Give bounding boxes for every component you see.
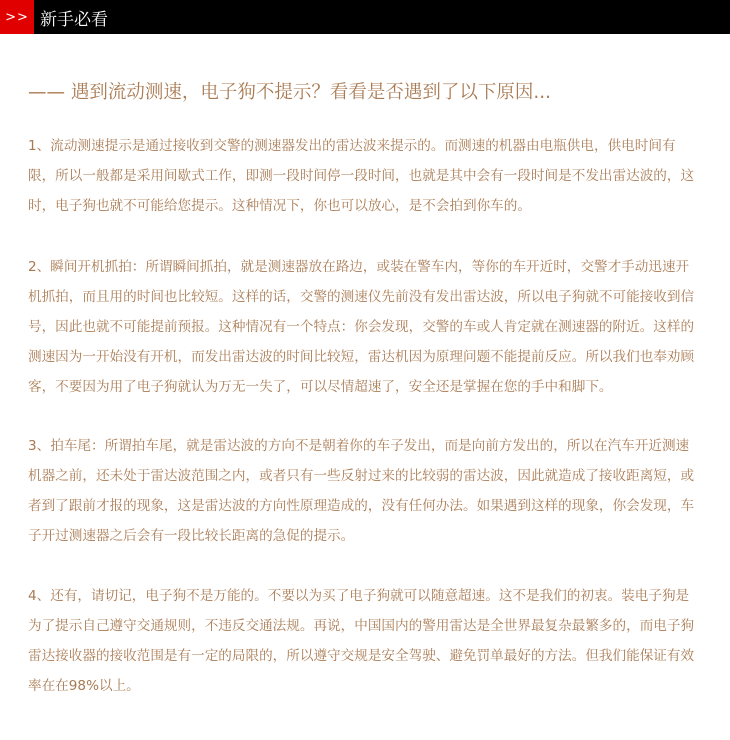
paragraph-4: 4、还有，请切记，电子狗不是万能的。不要以为买了电子狗就可以随意超速。这不是我们的初衷。装电子狗是为了提示自己遵守交通规则，不违反交通法规。再说，中国国内的警用雷达是全世界最复杂最繁多的，而电子狗雷达接收器的接收范围是有一定的局限的，所以遵守交规是安全驾驶、避免罚单最好的方法。但我们能保证有效率在在98%以上。 (28, 588, 695, 694)
article-heading: —— 遇到流动测速，电子狗不提示？看看是否遇到了以下原因... (28, 82, 552, 103)
paragraph-1: 1、流动测速提示是通过接收到交警的测速器发出的雷达波来提示的。而测速的机器由电瓶供电，供电时间有限，所以一般都是采用间歇式工作，即测一段时间停一段时间，也就是其中会有一段时间是不发出雷达波的，这时，电子狗也就不可能给您提示。这种情况下，你也可以放心，是不会拍到你车的。 (28, 138, 695, 214)
arrow-tag: >> (0, 0, 34, 34)
section-title: 新手必看 (40, 9, 108, 30)
header-bar (0, 0, 730, 34)
paragraph-2: 2、瞬间开机抓拍：所谓瞬间抓拍，就是测速器放在路边，或装在警车内，等你的车开近时，交警才手动迅速开机抓拍，而且用的时间也比较短。这样的话，交警的测速仪先前没有发出雷达波，所以电子狗就不可能接收到信号，因此也就不可能提前预报。这种情况有一个特点：你会发现，交警的车或人肯定就在测速器的附近。这样的测速因为一开始没有开机，而发出雷达波的时间比较短，雷达机因为原理问题不能提前反应。所以我们也奉劝顾客，不要因为用了电子狗就认为万无一失了，可以尽情超速了，安全还是掌握在您的手中和脚下。 (28, 259, 695, 395)
paragraph-3: 3、拍车尾：所谓拍车尾，就是雷达波的方向不是朝着你的车子发出，而是向前方发出的，所以在汽车开近测速机器之前，还未处于雷达波范围之内，或者只有一些反射过来的比较弱的雷达波，因此就造成了接收距离短，或者到了跟前才报的现象，这是雷达波的方向性原理造成的，没有任何办法。如果遇到这样的现象，你会发现，车子开过测速器之后会有一段比较长距离的急促的提示。 (28, 438, 695, 544)
